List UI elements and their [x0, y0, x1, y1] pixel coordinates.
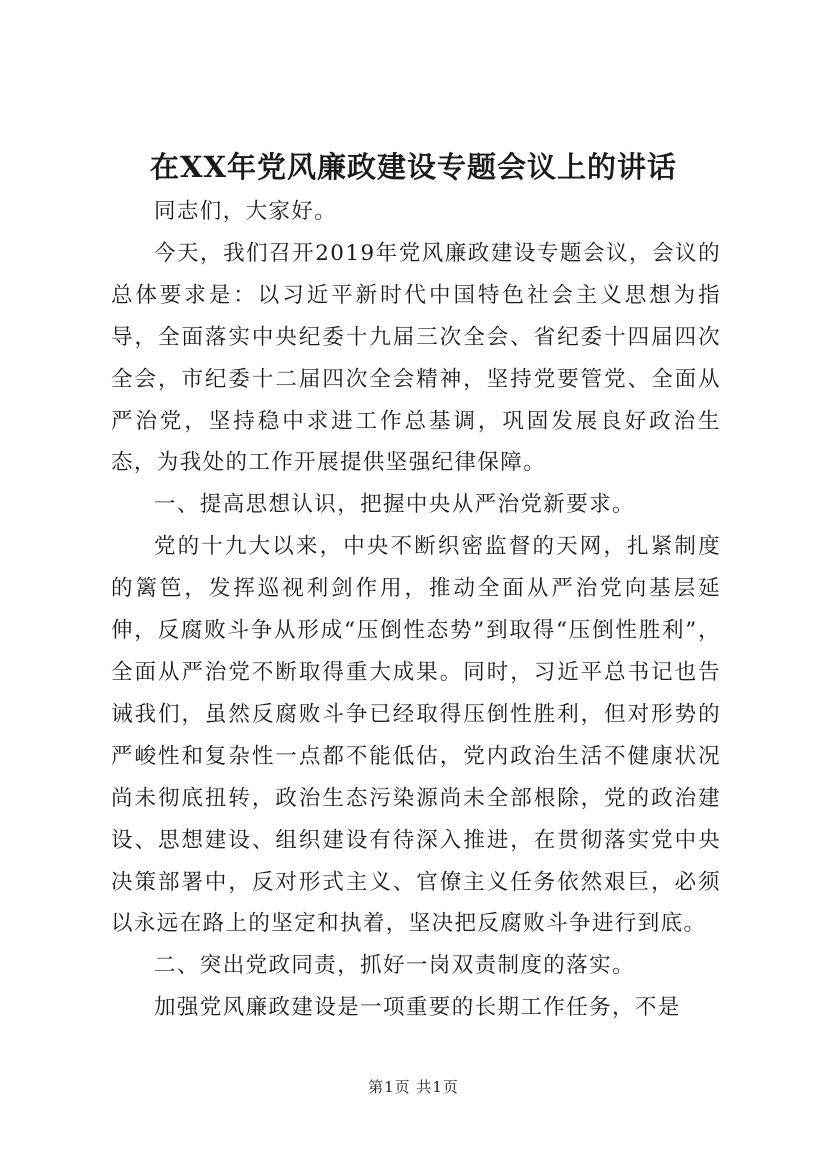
- paragraph-section-1: 党的十九大以来，中央不断织密监督的天网，扎紧制度的篱笆，发挥巡视利剑作用，推动全面从严治党向基层延伸，反腐败斗争从形成“压倒性态势”到取得“压倒性胜利”，全面从严治党不断取得重大成果。同时，习近平总书记也告诫我们，虽然反腐败斗争已经取得压倒性胜利，但对形势的严峻性和复杂性一点都不能低估，党内政治生活不健康状况尚未彻底扭转，政治生态污染源尚未全部根除，党的政治建设、思想建设、组织建设有待深入推进，在贯彻落实党中央决策部署中，反对形式主义、官僚主义任务依然艰巨，必须以永远在路上的坚定和执着，坚决把反腐败斗争进行到底。: [111, 534, 721, 937]
- paragraph-greeting: 同志们，大家好。: [154, 199, 338, 224]
- page-footer: 第1页 共1页: [368, 1078, 459, 1096]
- document-body: [111, 191, 721, 1029]
- paragraph-intro: 今天，我们召开2019年党风廉政建设专题会议，会议的总体要求是：以习近平新时代中国特色社会主义思想为指导，全面落实中央纪委十九届三次全会、省纪委十四届四次全会，市纪委十二届四次全会精神，坚持党要管党、全面从严治党，坚持稳中求进工作总基调，巩固发展良好政治生态，为我处的工作开展提供坚强纪律保障。: [111, 240, 721, 476]
- document-title: 在XX年党风廉政建设专题会议上的讲话: [149, 150, 677, 184]
- paragraph-section-2: 加强党风廉政建设是一项重要的长期工作任务，不是: [154, 995, 681, 1021]
- section-heading-1: 一、提高思想认识，把握中央从严治党新要求。: [154, 492, 635, 518]
- section-heading-2: 二、突出党政同责，抓好一岗双责制度的落实。: [154, 953, 635, 979]
